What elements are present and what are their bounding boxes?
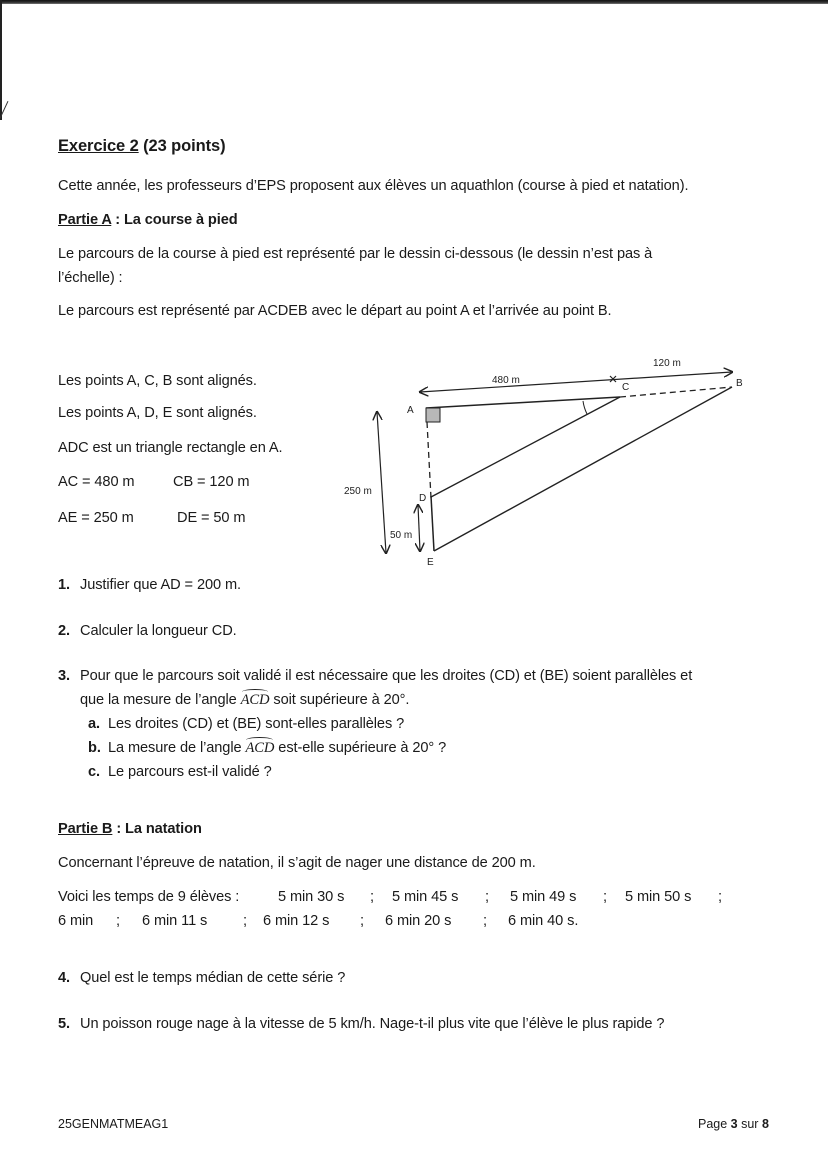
question-3b-label: b.: [88, 740, 101, 756]
point-a: A: [407, 405, 414, 416]
time-value: 6 min 20 s: [385, 913, 452, 929]
exercise-intro: Cette année, les professeurs d’EPS proposent aux élèves un aquathlon (course à pied et natation).: [58, 178, 689, 194]
dimension-line-ae: [377, 412, 386, 553]
part-b-heading: [58, 821, 202, 837]
fact-triangle: ADC est un triangle rectangle en A.: [58, 440, 283, 456]
fact-de: DE = 50 m: [177, 510, 246, 526]
question-3c: [88, 764, 272, 780]
time-value: 5 min 50 s: [625, 889, 692, 905]
times-intro: Voici les temps de 9 élèves :: [58, 889, 240, 905]
question-4: [58, 970, 345, 986]
question-2-text: Calculer la longueur CD.: [80, 623, 237, 639]
fact-aligned-ade: Les points A, D, E sont alignés.: [58, 405, 257, 421]
exercise-heading: [58, 137, 225, 156]
part-a-route: Le parcours est représenté par ACDEB avec le départ au point A et l’arrivée au point B.: [58, 303, 612, 319]
question-3-line2-pre: que la mesure de l’angle: [80, 692, 241, 708]
separator: ;: [360, 913, 364, 929]
question-5: [58, 1016, 664, 1032]
separator: ;: [370, 889, 374, 905]
question-3b-post: est-elle supérieure à 20° ?: [274, 740, 447, 756]
question-1: [58, 577, 241, 593]
footer-code: 25GENMATMEAG1: [58, 1117, 169, 1131]
question-3-number: 3.: [58, 668, 70, 684]
question-2: [58, 623, 237, 639]
angle-acd-arc: [583, 401, 587, 414]
question-3a-label: a.: [88, 716, 100, 732]
time-value: 6 min: [58, 913, 94, 929]
separator: ;: [485, 889, 489, 905]
page-sep: sur: [737, 1117, 762, 1131]
footer-page: [698, 1117, 769, 1131]
scan-border-left: [0, 0, 2, 120]
segment-eb: [434, 387, 732, 551]
separator: ;: [718, 889, 722, 905]
times-line1: [58, 889, 722, 905]
question-3b-pre: La mesure de l’angle: [108, 740, 246, 756]
time-value: 5 min 49 s: [510, 889, 577, 905]
label-120: 120 m: [653, 358, 681, 369]
segment-ac: [426, 397, 620, 408]
part-b-label: Partie B: [58, 821, 113, 837]
dimension-line-ab: [420, 372, 732, 392]
question-3a-text: Les droites (CD) et (BE) sont-elles parallèles ?: [108, 716, 405, 732]
fact-aligned-acb: Les points A, C, B sont alignés.: [58, 373, 257, 389]
question-3b: [88, 740, 446, 757]
segment-cd: [431, 397, 620, 497]
dimension-line-de: [418, 505, 420, 551]
page-number: 3: [730, 1117, 738, 1131]
times-line2: [58, 913, 579, 929]
label-250: 250 m: [344, 486, 372, 497]
time-value: 6 min 11 s: [142, 913, 208, 929]
part-b-desc: Concernant l’épreuve de natation, il s’agit de nager une distance de 200 m.: [58, 855, 536, 871]
question-3-text: Pour que le parcours soit validé il est nécessaire que les droites (CD) et (BE) soient parallèles et: [80, 668, 693, 684]
question-4-text: Quel est le temps médian de cette série ?: [80, 970, 346, 986]
angle-acd: ACD: [245, 740, 275, 756]
segment-de: [431, 496, 434, 551]
separator: ;: [116, 913, 120, 929]
point-d: D: [419, 493, 427, 504]
part-b-title: : La natation: [112, 821, 202, 837]
question-4-number: 4.: [58, 970, 70, 986]
fact-ae: AE = 250 m: [58, 510, 134, 526]
question-3c-label: c.: [88, 764, 100, 780]
fact-ac: AC = 480 m: [58, 474, 135, 490]
question-3-line2: [80, 692, 409, 709]
part-a-title: : La course à pied: [111, 212, 238, 228]
course-figure: [340, 340, 760, 580]
time-value: 6 min 12 s: [263, 913, 330, 929]
part-a-label: Partie A: [58, 212, 112, 228]
label-480: 480 m: [492, 375, 520, 386]
question-1-number: 1.: [58, 577, 70, 593]
part-a-heading: [58, 212, 238, 228]
page-total: 8: [761, 1117, 769, 1131]
time-value: 5 min 45 s: [392, 889, 459, 905]
question-3-line2-post: soit supérieure à 20°.: [269, 692, 410, 708]
point-c: C: [622, 382, 630, 393]
exercise-title: Exercice 2: [58, 137, 139, 155]
right-angle-marker: [426, 408, 440, 422]
page-label: Page: [698, 1117, 731, 1131]
question-3-line1: [58, 668, 692, 684]
separator: ;: [243, 913, 247, 929]
question-3a: [88, 716, 404, 732]
part-a-desc-line1: Le parcours de la course à pied est représenté par le dessin ci-dessous (le dessin n’est pas à: [58, 246, 653, 262]
separator: ;: [603, 889, 607, 905]
segment-ad: [427, 422, 431, 498]
question-1-text: Justifier que AD = 200 m.: [80, 577, 241, 593]
exercise-points: (23 points): [138, 137, 226, 155]
part-a-desc-line2: l’échelle) :: [58, 270, 123, 286]
scan-border-top: [0, 0, 828, 4]
question-5-number: 5.: [58, 1016, 70, 1032]
separator: ;: [483, 913, 487, 929]
label-50: 50 m: [390, 530, 413, 541]
fact-cb: CB = 120 m: [173, 474, 250, 490]
point-e: E: [427, 557, 434, 568]
time-value: 6 min 40 s.: [508, 913, 579, 929]
question-2-number: 2.: [58, 623, 70, 639]
time-value: 5 min 30 s: [278, 889, 345, 905]
point-b: B: [736, 378, 743, 389]
question-3c-text: Le parcours est-il validé ?: [108, 764, 272, 780]
question-5-text: Un poisson rouge nage à la vitesse de 5 km/h. Nage-t-il plus vite que l’élève le plus rapide ?: [80, 1016, 665, 1032]
angle-acd: ACD: [240, 692, 270, 708]
